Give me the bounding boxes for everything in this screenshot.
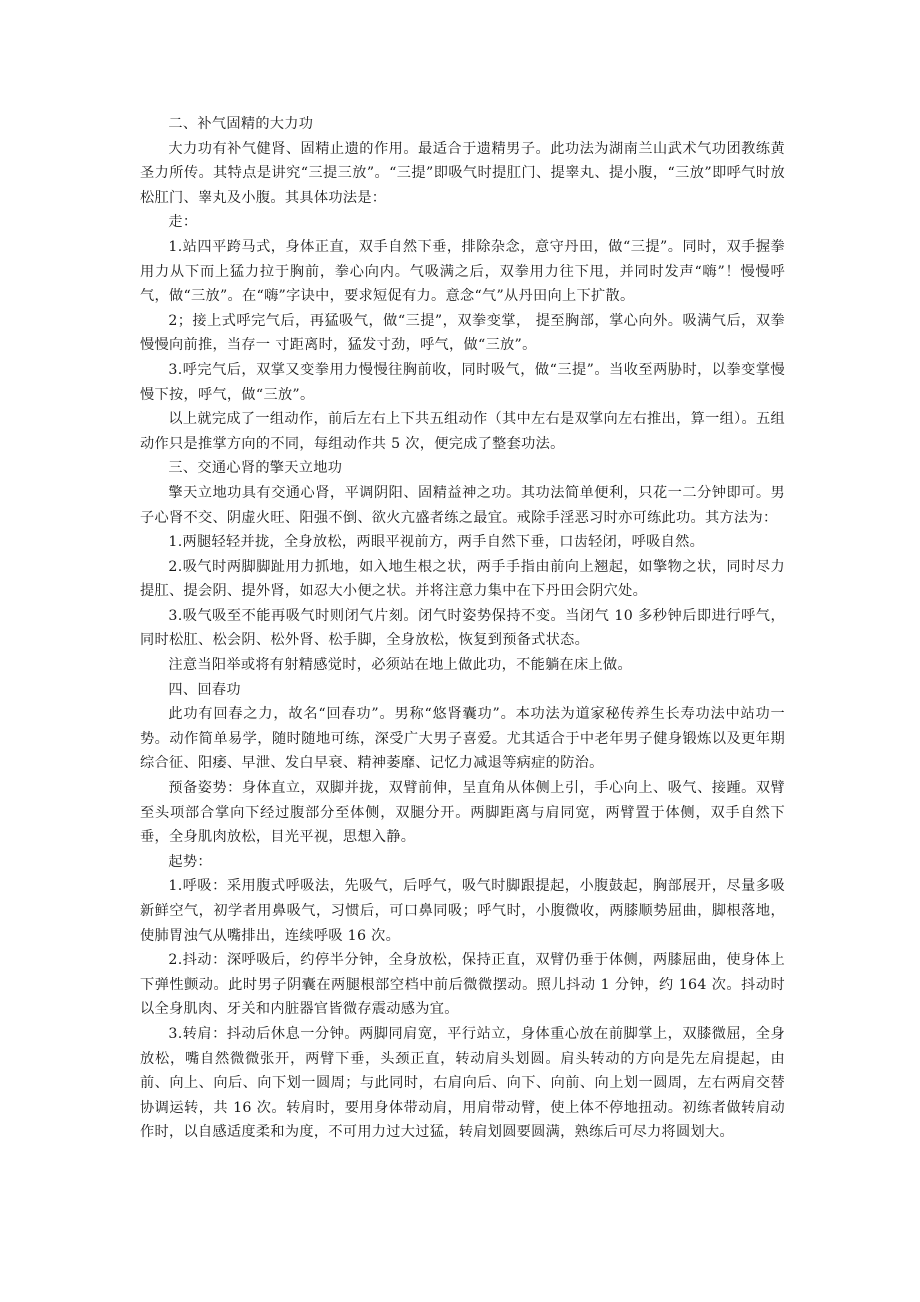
paragraph: 以上就完成了一组动作，前后左右上下共五组动作（其中左右是双掌向左右推出，算一组）。五组动作只是推掌方向的不同，每组动作共 5 次，便完成了整套功法。	[140, 411, 785, 452]
paragraph: 1.呼吸：采用腹式呼吸法，先吸气，后呼气，吸气时脚跟提起，小腹鼓起，胸部展开，尽量多吸新鲜空气，初学者用鼻吸气，习惯后，可口鼻同吸；呼气时，小腹微收，两膝顺势屈曲，脚根落地，使肺胃浊气从嘴排出，连续呼吸 16 次。	[140, 878, 785, 944]
paragraph: 3.吸气吸至不能再吸气时则闭气片刻。闭气时姿势保持不变。当闭气 10 多秒钟后即进行呼气，同时松肛、松会阴、松外肾、松手脚，全身放松，恢复到预备式状态。	[140, 607, 785, 649]
paragraph: 预备姿势：身体直立，双脚并拢，双臂前伸，呈直角从体侧上引，手心向上、吸气、接踵。双臂至头项部合掌向下经过腹部分至体侧，双腿分开。两脚距离与肩同宽，两臂置于体侧，双手自然下垂，全身肌肉放松，目光平视，思想入静。	[140, 780, 785, 846]
section-heading-1: 二、补气固精的大力功	[168, 116, 314, 132]
paragraph: 注意当阳举或将有射精感觉时，必须站在地上做此功，不能躺在床上做。	[168, 657, 632, 674]
paragraph: 2.抖动：深呼吸后，约停半分钟，全身放松，保持正直，双臂仍垂于体侧，两膝屈曲，使身体上下弹性颤动。此时男子阴囊在两腿根部空档中前后微微摆动。照儿抖动 1 分钟，约 164 次。抖动时以全身肌肉、牙关和内脏器官皆微存震动感为宜。	[140, 952, 785, 1018]
paragraph: 大力功有补气健肾、固精止遗的作用。最适合于遗精男子。此功法为湖南兰山武术气功团教练黄圣力所传。其特点是讲究“三提三放”。“三提”即吸气时提肛门、提睾丸、提小腹，“三放”即呼气时放松肛门、睾丸及小腹。其具体功法是：	[140, 140, 785, 206]
paragraph: 3.呼完气后，双掌又变拳用力慢慢往胸前收，同时吸气，做“三提”。当收至两胁时，以拳变掌慢慢下按，呼气，做“三放”。	[140, 361, 785, 403]
paragraph: 2.吸气时两脚脚趾用力抓地，如入地生根之状，两手手指由前向上翘起，如擎物之状，同时尽力提肛、提会阴、提外肾，如忍大小便之状。并将注意力集中在下丹田会阴穴处。	[140, 558, 785, 600]
paragraph: 起势：	[168, 853, 212, 870]
paragraph: 2；接上式呼完气后，再猛吸气，做“三提”，双拳变掌， 提至胸部，掌心向外。吸满气后，双拳慢慢向前推，当存一 寸距离时，猛发寸劲，呼气，做“三放”。	[140, 312, 785, 354]
paragraph: 走：	[168, 214, 198, 231]
document-body	[140, 112, 785, 1145]
paragraph: 擎天立地功具有交通心肾，平调阴阳、固精益神之功。其功法简单便利，只花一二分钟即可。男子心肾不交、阴虚火旺、阳强不倒、欲火亢盛者练之最宜。戒除手淫恶习时亦可练此功。其方法为：	[140, 484, 785, 526]
paragraph: 3.转肩：抖动后休息一分钟。两脚同肩宽，平行站立，身体重心放在前脚掌上，双膝微屈，全身放松，嘴自然微微张开，两臂下垂，头颈正直，转动肩头划圆。肩头转动的方向是先左肩提起，由前、向上、向后、向下划一圆周；与此同时，右肩向后、向下、向前、向上划一圆周，左右两肩交替协调运转，共 16 次。转肩时，要用身体带动肩，用肩带动臂，使上体不停地扭动。初练者做转肩动作时，以自感适度柔和为度，不可用力过大过猛，转肩划圆要圆满，熟练后可尽力将圆划大。	[140, 1025, 785, 1141]
paragraph: 1.站四平跨马式，身体正直，双手自然下垂，排除杂念，意守丹田，做“三提”。同时，双手握拳用力从下而上猛力拉于胸前，拳心向内。气吸满之后，双拳用力往下甩，并同时发声“嗨”！慢慢呼气，做“三放”。在“嗨”字诀中，要求短促有力。意念“气”从丹田向上下扩散。	[140, 238, 785, 305]
paragraph: 1.两腿轻轻并拢，全身放松，两眼平视前方，两手自然下垂，口齿轻闭，呼吸自然。	[168, 534, 705, 551]
section-heading-3: 四、回春功	[168, 681, 241, 698]
paragraph: 此功有回春之力，故名“回春功”。男称“悠肾囊功”。本功法为道家秘传养生长寿功法中站功一势。动作简单易学，随时随地可练，深受广大男子喜爱。尤其适合于中老年男子健身锻炼以及更年期综合征、阳痿、早泄、发白早衰、精神萎靡、记忆力减退等病症的防治。	[140, 706, 785, 772]
section-heading-2: 三、交通心肾的擎天立地功	[168, 460, 343, 477]
